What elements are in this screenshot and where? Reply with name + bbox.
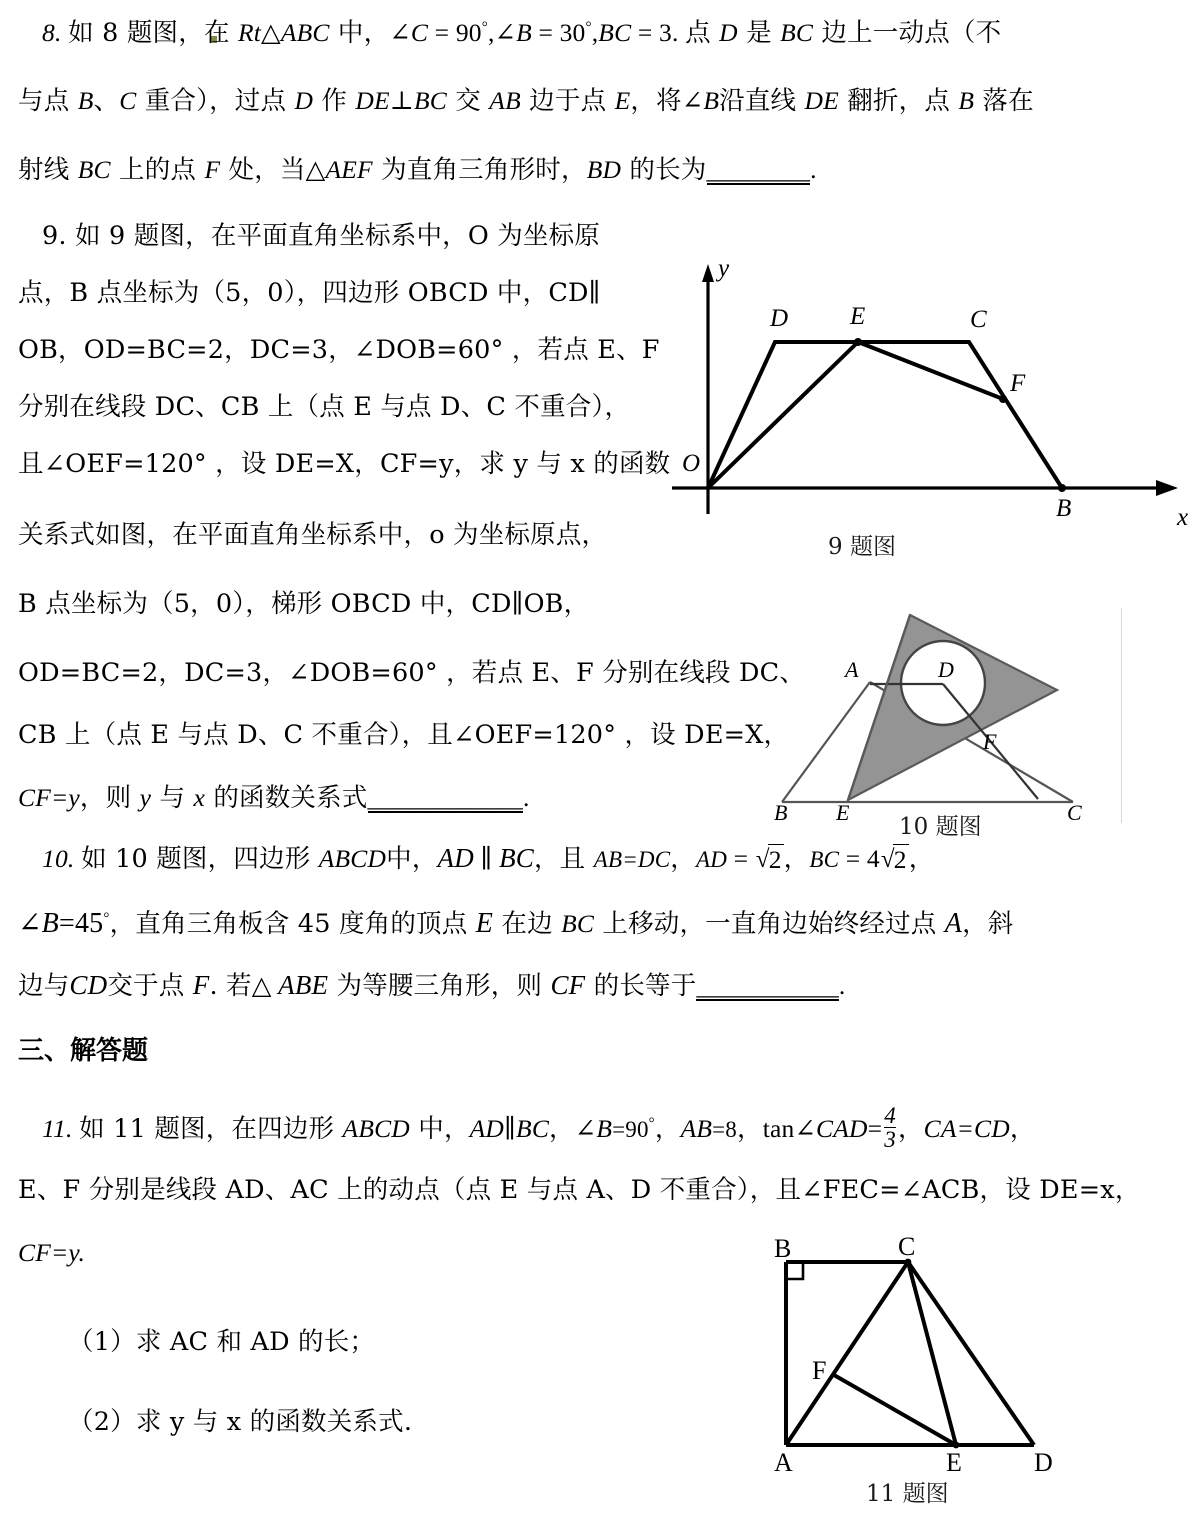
problem9-line3: OB，OD=BC=2，DC=3，∠DOB=60° ，若点 E、F xyxy=(18,335,660,365)
point-B-dot xyxy=(1058,484,1066,492)
problem8-line1: 8. 如 8 题图，在 Rt△ABC 中，∠C = 90°,∠B = 30°,BC = 3. 点 D 是 BC 边上一动点（不 xyxy=(42,18,1002,48)
sqrt-2-a: √2 xyxy=(755,845,782,874)
right-angle-marker-B xyxy=(786,1262,803,1279)
fig11-label-E: E xyxy=(946,1448,962,1477)
section-heading-3: 三、解答题 xyxy=(18,1036,149,1066)
figure-11-caption: 11 题图 xyxy=(866,1481,949,1507)
segment-OE xyxy=(708,342,858,488)
segment-EF xyxy=(858,342,1003,399)
trapezoid-OBCD xyxy=(708,342,1062,488)
fig11-label-D: D xyxy=(1034,1448,1053,1477)
fig9-label-D: D xyxy=(770,305,789,332)
point-E-dot xyxy=(854,338,862,346)
fig10-label-E: E xyxy=(836,800,850,825)
segment-CE xyxy=(908,1262,956,1445)
problem10-answer-blank[interactable]: ___________ xyxy=(696,971,839,1000)
problem10-line2: ∠B=45°，直角三角板含 45 度角的顶点 E 在边 BC 上移动，一直角边始终经过点 A，斜 xyxy=(18,908,1014,939)
fig11-label-A: A xyxy=(774,1448,793,1477)
fig10-label-F: F xyxy=(983,729,997,754)
y-axis-arrowhead xyxy=(702,264,714,282)
problem9-line5: 且∠OEF=120° ，设 DE=X，CF=y，求 y 与 x 的函数 xyxy=(18,449,671,479)
problem9-line6: 关系式如图，在平面直角坐标系中，o 为坐标原点， xyxy=(18,520,608,550)
problem10-line1: 10. 如 10 题图，四边形 ABCD中，AD ∥ BC，且 AB=DC，AD = √2，BC = 4√2， xyxy=(42,843,935,874)
segment-CA xyxy=(786,1262,908,1445)
fig11-label-C: C xyxy=(898,1232,916,1261)
problem9-line8: OD=BC=2，DC=3，∠DOB=60° ，若点 E、F 分别在线段 DC、 xyxy=(18,658,806,688)
fig10-label-D: D xyxy=(938,657,954,682)
segment-FE xyxy=(834,1375,956,1445)
problem9-line9: CB 上（点 E 与点 D、C 不重合），且∠OEF=120° ，设 DE=X， xyxy=(18,720,790,750)
figure-10-caption: 10 题图 xyxy=(899,814,982,840)
problem9-line7: B 点坐标为（5，0），梯形 OBCD 中，CD∥OB， xyxy=(18,589,590,619)
problem8-number: 8. xyxy=(42,18,69,47)
problem9-line1: 9. 如 9 题图，在平面直角坐标系中，O 为坐标原 xyxy=(42,221,601,251)
problem9-line2: 点，B 点坐标为（5，0），四边形 OBCD 中，CD∥ xyxy=(18,278,601,308)
problem8-answer-blank[interactable]: ________ xyxy=(706,155,811,184)
figure-9 xyxy=(662,252,1196,531)
figure-9-caption: 9 题图 xyxy=(828,534,896,560)
point-F-dot xyxy=(999,395,1007,403)
fig9-label-y: y xyxy=(718,255,730,282)
problem9-line10: CF=y，则 y 与 x 的函数关系式____________. xyxy=(18,783,530,813)
fig11-label-B: B xyxy=(774,1234,792,1263)
segment-CD xyxy=(908,1262,1034,1445)
problem11-line3: CF=y. xyxy=(18,1238,86,1267)
fig9-label-F: F xyxy=(1010,370,1026,397)
sqrt-2-b: √2 xyxy=(880,845,907,874)
fig11-label-F: F xyxy=(812,1356,827,1385)
fig10-label-A: A xyxy=(845,657,859,682)
fig9-label-E: E xyxy=(850,303,866,330)
figure-10 xyxy=(770,595,1115,825)
problem11-line2: E、F 分别是线段 AD、AC 上的动点（点 E 与点 A、D 不重合），且∠FEC=∠ACB，设 DE=x， xyxy=(18,1175,1141,1205)
problem9-answer-blank[interactable]: ____________ xyxy=(367,783,523,812)
problem11-sub-question-1: （1）求 AC 和 AD 的长； xyxy=(68,1327,376,1357)
problem11-line1: 11. 如 11 题图，在四边形 ABCD 中，AD∥BC，∠B=90°，AB=8，tan∠CAD= $\frac{4}{3}$ ，CA=CD， xyxy=(42,1103,1036,1153)
problem8-line3: 射线 BC 上的点 F 处，当△AEF 为直角三角形时，BD 的长为________. xyxy=(18,155,817,185)
fig9-label-x: x xyxy=(1177,504,1189,531)
problem10-line3: 边与CD交于点 F. 若△ ABE 为等腰三角形，则 CF 的长等于___________. xyxy=(18,970,846,1001)
fig9-label-C: C xyxy=(970,306,987,333)
fig10-label-C: C xyxy=(1067,800,1082,825)
figure-11 xyxy=(772,1232,1072,1477)
problem8-line2: 与点 B、C 重合），过点 D 作 DE⊥BC 交 AB 边于点 E，将∠B沿直线 DE 翻折，点 B 落在 xyxy=(18,86,1034,116)
problem9-line4: 分别在线段 DC、CB 上（点 E 与点 D、C 不重合）， xyxy=(18,392,631,422)
problem11-sub-question-2: （2）求 y 与 x 的函数关系式. xyxy=(68,1407,413,1437)
fig9-label-B: B xyxy=(1056,495,1072,522)
fraction-4-over-3: $\frac{4}{3}$ xyxy=(884,1103,896,1153)
fig10-label-B: B xyxy=(774,800,788,825)
x-axis-arrowhead xyxy=(1156,480,1178,496)
fig9-label-O: O xyxy=(682,450,701,477)
page-rule-artifact xyxy=(1121,608,1122,823)
